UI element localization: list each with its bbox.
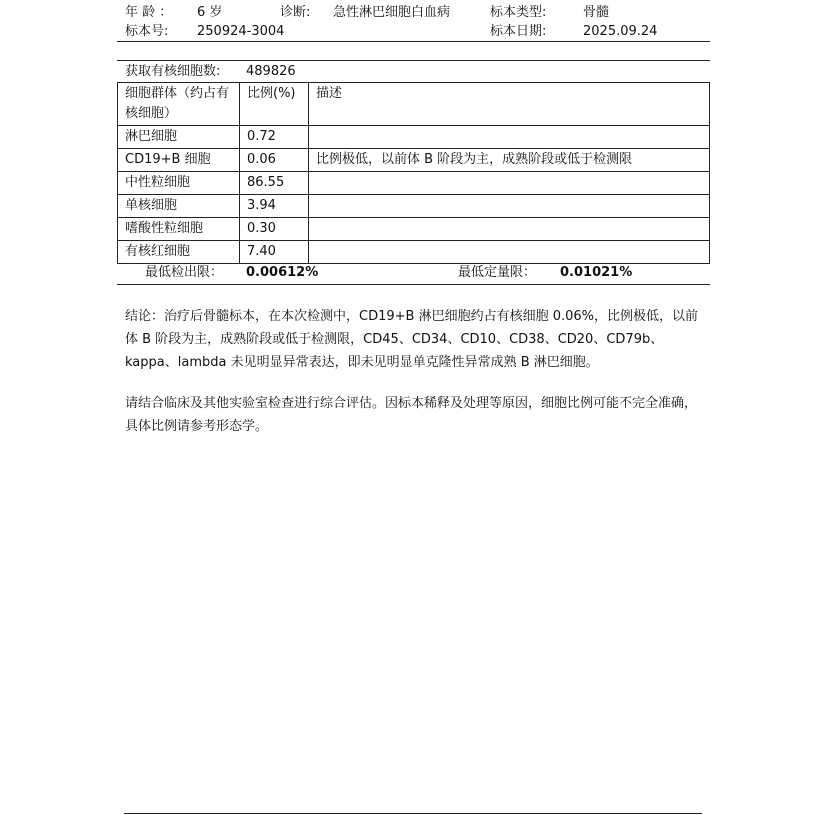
description-cell	[309, 218, 710, 241]
description-cell: 比例极低，以前体 B 阶段为主，成熟阶段或低于检测限	[309, 149, 710, 172]
footer-divider	[124, 813, 702, 814]
specimen-date-label: 标本日期:	[490, 24, 547, 39]
age-label: 年 龄 ：	[125, 5, 173, 20]
ratio-cell: 86.55	[240, 172, 309, 195]
population-cell: 有核红细胞	[118, 241, 240, 264]
population-cell: 淋巴细胞	[118, 126, 240, 149]
table-row	[118, 218, 710, 241]
diagnosis-value: 急性淋巴细胞白血病	[333, 5, 451, 20]
ratio-cell: 0.06	[240, 149, 309, 172]
nucleated-count-value: 489826	[246, 64, 296, 79]
specimen-type-value: 骨髓	[583, 5, 610, 20]
ratio-cell: 7.40	[240, 241, 309, 264]
description-cell	[309, 172, 710, 195]
header-divider	[117, 41, 710, 42]
population-cell: 中性粒细胞	[118, 172, 240, 195]
description-cell	[309, 241, 710, 264]
table-header-row	[118, 83, 710, 126]
specimen-no-value: 250924-3004	[197, 24, 285, 39]
population-cell: CD19+B 细胞	[118, 149, 240, 172]
header-ratio: 比例(%)	[240, 83, 309, 126]
nucleated-count-label: 获取有核细胞数:	[125, 64, 221, 79]
specimen-date-value: 2025.09.24	[583, 24, 658, 39]
lod-value: 0.00612%	[246, 265, 319, 280]
header-population: 细胞群体（约占有核细胞）	[118, 83, 240, 126]
header-description: 描述	[309, 83, 710, 126]
ratio-cell: 0.72	[240, 126, 309, 149]
table-row	[118, 126, 710, 149]
diagnosis-label: 诊断:	[280, 5, 311, 20]
limits-divider	[117, 284, 710, 285]
loq-value: 0.01021%	[560, 265, 633, 280]
specimen-no-label: 标本号:	[125, 24, 169, 39]
table-row	[118, 149, 710, 172]
note-text: 请结合临床及其他实验室检查进行综合评估。因标本稀释及处理等原因，细胞比例可能不完全准确，具体比例请参考形态学。	[125, 396, 698, 434]
ratio-cell: 0.30	[240, 218, 309, 241]
table-row	[118, 195, 710, 218]
ratio-cell: 3.94	[240, 195, 309, 218]
description-cell	[309, 195, 710, 218]
section-divider	[117, 60, 710, 61]
description-cell	[309, 126, 710, 149]
table-row	[118, 241, 710, 264]
loq-label: 最低定量限：	[458, 265, 537, 280]
population-cell: 嗜酸性粒细胞	[118, 218, 240, 241]
population-cell: 单核细胞	[118, 195, 240, 218]
specimen-type-label: 标本类型:	[490, 5, 547, 20]
cell-population-table	[117, 82, 710, 264]
conclusion-text: 结论：治疗后骨髓标本，在本次检测中，CD19+B 淋巴细胞约占有核细胞 0.06%，比例极低，以前体 B 阶段为主，成熟阶段或低于检测限，CD45、CD34、CD10、CD38、CD20、CD79b、kappa、lambda 未见明显异常表达，即未见明显单克隆性异常成熟 B 淋巴细胞。	[125, 309, 699, 370]
table-row	[118, 172, 710, 195]
age-value: 6 岁	[197, 5, 223, 20]
lod-label: 最低检出限：	[145, 265, 224, 280]
